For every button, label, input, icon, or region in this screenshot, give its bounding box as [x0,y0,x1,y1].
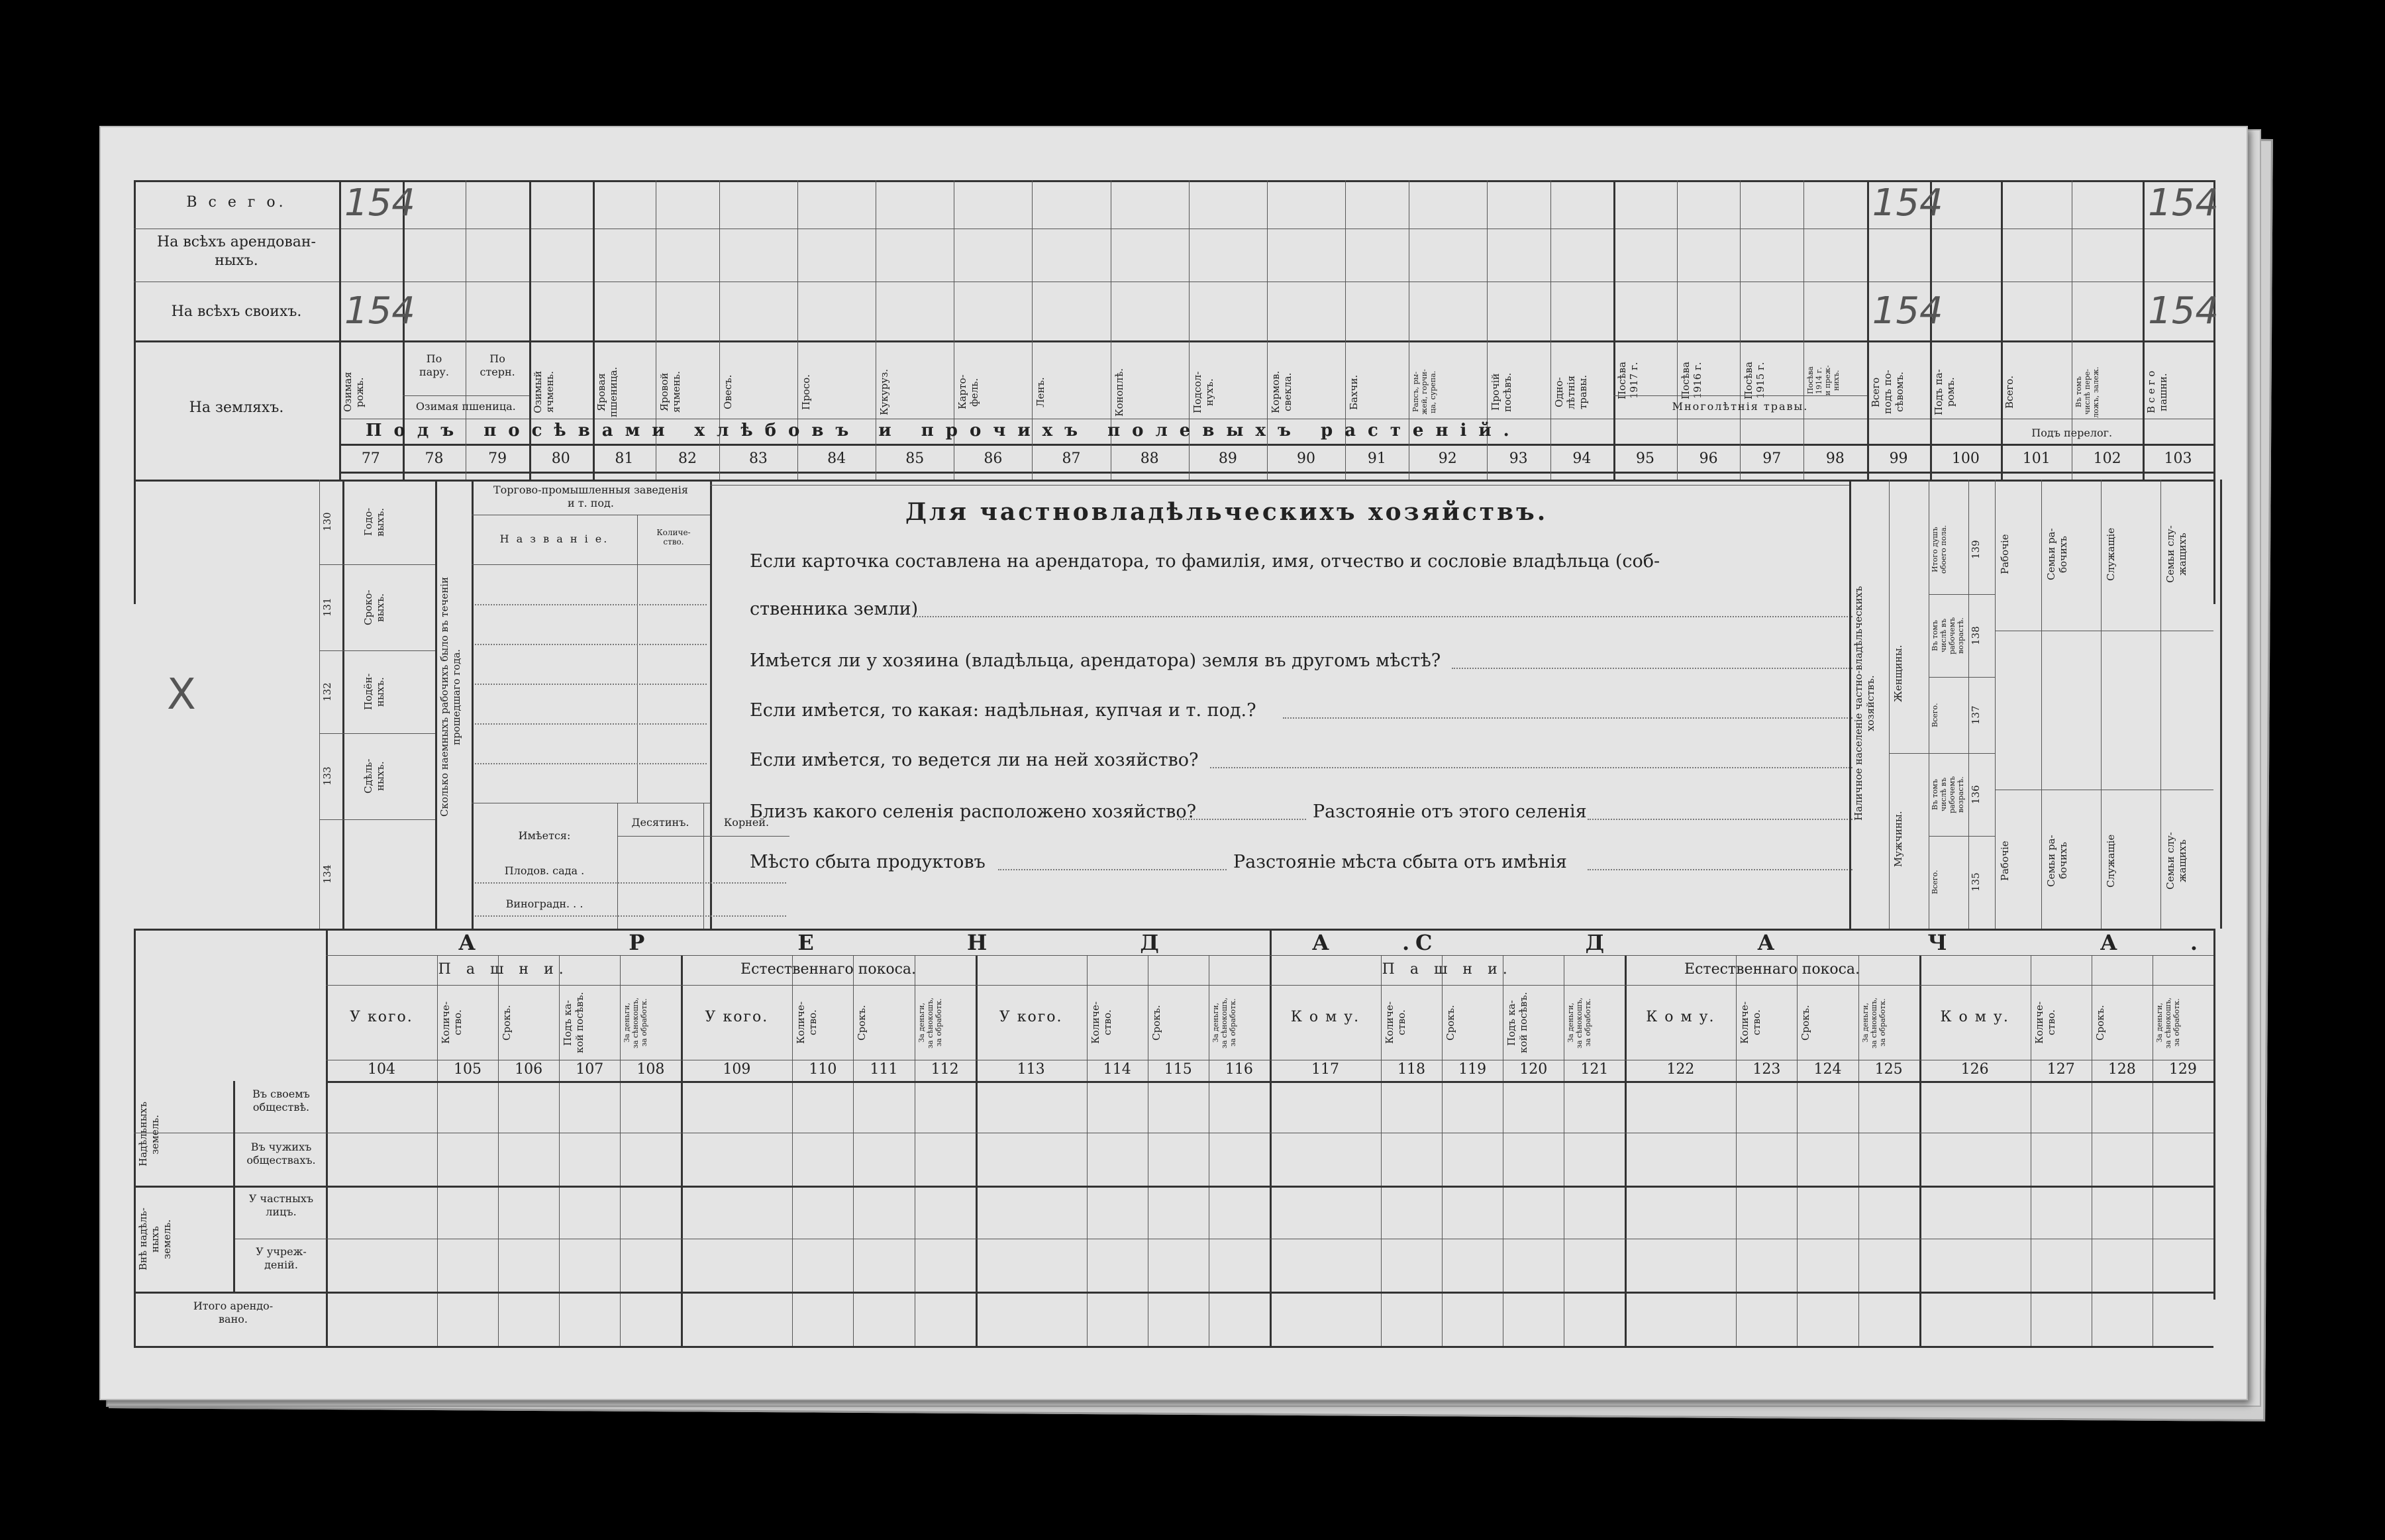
lease-column-number: 128 [2107,1061,2136,1078]
column-number: 89 [1218,450,1237,467]
rule-line [2220,480,2222,929]
rule-line [1929,753,1995,754]
lease-column-header: У кого. [999,1009,1063,1025]
worker-row-number: 133 [321,766,333,786]
worker-row-number: 131 [321,597,333,617]
population-label: Въ томъ числѣ въ рабочемъ возрастѣ. [1931,776,1965,813]
answer-line [1452,668,1852,669]
lease-row-label: У учреж- деній. [256,1245,307,1271]
answer-line [1588,819,1852,820]
rule-line [617,836,789,837]
column-number: 87 [1062,450,1081,467]
population-number: 136 [1970,785,1982,804]
column-number: 96 [1699,450,1718,467]
rule-line [1929,594,1995,595]
handwritten-own-rye: 154 [344,289,415,333]
non-allotment-heading: Внѣ надѣль- ныхъ земель. [137,1207,173,1271]
handwritten-total-arable: 154 [2148,181,2219,225]
lease-row-label: Въ своемъ обществѣ. [252,1088,310,1113]
population-number: 139 [1970,540,1982,559]
rule-line [1858,955,1859,1346]
answer-line [1177,819,1306,820]
rule-line [710,480,712,929]
column-header: Посѣва 1915 г. [1743,362,1767,399]
staff-header-top: Служащіе [2105,527,2117,582]
lease-column-number: 126 [1960,1061,1989,1078]
column-header: По пару. [419,352,449,378]
lease-column-number: 122 [1666,1061,1695,1078]
group-men: Мужчины. [1892,811,1904,868]
column-number: 100 [1951,450,1980,467]
rule-line [472,564,710,565]
band-title: Подъ посѣвами хлѣбовъ и прочихъ полевыхъ растеній. [366,421,1521,440]
rule-line [475,915,786,917]
group-label-winter-wheat: Озимая пшеница. [415,400,516,413]
rule-line [319,564,435,565]
lease-column-number: 112 [931,1061,959,1078]
handwritten-own-arable: 154 [2148,289,2219,333]
rule-line [475,763,707,764]
lease-column-header: Срокъ. [501,1005,513,1041]
lease-column-number: 127 [2047,1061,2075,1078]
lease-column-number: 106 [515,1061,543,1078]
column-header: Яровая пшеница. [595,366,619,418]
has-label: Имѣется: [518,829,571,842]
staff-header-bottom: Семьи слу- жащихъ [2164,832,2188,890]
column-number: 84 [827,450,846,467]
rule-line [437,955,438,1346]
rule-line [617,803,618,929]
worker-row-label: Подён- ныхъ. [362,673,386,711]
column-header: Коноплѣ. [1113,368,1125,417]
lease-column-number: 125 [1874,1061,1903,1078]
column-header: Овесъ. [721,374,734,410]
lease-column-header: Подъ ка- кой посѣвъ. [1505,992,1530,1054]
lease-column-number: 108 [636,1061,665,1078]
lease-column-header: За деньги, за сѣнокошъ, за обработк. [1566,997,1593,1049]
lease-column-number: 123 [1752,1061,1781,1078]
rule-line [326,1081,2213,1083]
question-other-land: Имѣется ли у хозяина (владѣльца, арендатора) земля въ другомъ мѣстѣ? [750,650,1441,671]
column-header: Просо. [800,374,813,410]
rule-line [2101,480,2102,929]
answer-line [1588,869,1852,870]
lease-column-number: 105 [454,1061,482,1078]
column-number: 103 [2164,450,2192,467]
column-number: 82 [678,450,697,467]
question-village-distance: Разстояніе отъ этого селенія [1313,801,1587,822]
allotment-lands-heading: Надѣльныхъ земель. [137,1102,161,1167]
column-header: Яровой ячмень. [658,371,683,413]
rule-line [319,819,435,820]
orchard-label: Плодов. сада . [504,864,585,877]
group-women: Женщины. [1892,644,1904,703]
answer-line [1210,767,1852,768]
rule-line [710,485,1849,486]
lease-column-number: 129 [2168,1061,2197,1078]
column-header: Посѣва 1916 г. [1679,362,1703,399]
lease-column-number: 104 [367,1061,395,1078]
rule-line [233,1081,235,1292]
lease-column-header: Количе- ство. [1089,1001,1113,1045]
row-label-lands: На земляхъ. [189,399,284,416]
column-header: Прочій посѣвъ. [1489,372,1513,412]
answer-line [912,616,1852,617]
handwritten-total-rye: 154 [344,181,415,225]
rule-line [559,955,560,1346]
column-header: Кукуруз. [878,369,891,416]
rule-line [342,480,344,929]
rule-line [2213,180,2215,604]
rule-line [1889,480,1890,929]
column-header: Бахчи. [1348,374,1360,410]
trade-title: Торгово-промышленныя заведенія и т. под. [493,484,688,509]
column-header: Одно- лѣтнія травы. [1552,375,1589,409]
roots-header: Корней. [723,816,770,829]
rule-line [1797,955,1798,1346]
rule-line [326,955,2213,956]
column-number: 98 [1825,450,1845,467]
answer-line [1283,717,1852,719]
population-number: 138 [1970,626,1982,645]
population-label: Итого душъ обоего пола. [1931,525,1948,574]
worker-row-label [362,826,422,922]
worker-row-label: Годо- выхъ. [362,507,386,537]
column-header: Рапсъ, ры- жей, горчи- ца, сурепа. [1411,369,1437,415]
rule-line [620,955,621,1346]
column-header: Посѣва 1917 г. [1616,362,1641,399]
x-mark: X [167,670,196,719]
rule-line [475,882,786,884]
rule-line [853,955,854,1346]
rule-line [475,723,707,725]
sublease-title: С Д А Ч А. [1415,930,2270,955]
lease-column-number: 124 [1813,1061,1842,1078]
column-number: 99 [1889,450,1908,467]
column-header: В с е г о пашни. [2145,370,2170,414]
trade-qty-header: Количе- ство. [656,528,691,546]
lease-column-number: 118 [1397,1061,1425,1078]
group-label-perennial: Многолѣтнія травы. [1672,400,1809,413]
worker-row-number: 132 [321,682,333,701]
lease-column-header: За деньги, за сѣнокошъ, за обработк. [917,997,943,1049]
question-market: Мѣсто сбыта продуктовъ [750,852,986,872]
rule-line [1849,480,1851,929]
rule-line [134,180,136,604]
lease-column-number: 116 [1225,1061,1253,1078]
hired-workers-heading: Сколько наемныхъ рабочихъ было въ теченіи прошедшаго года. [438,576,462,817]
lease-column-number: 109 [723,1061,751,1078]
rule-line [319,733,435,734]
staff-header-bottom: Служащіе [2105,834,2117,888]
staff-header-bottom: Рабочіе [1999,841,2011,881]
lease-column-header: Срокъ. [2094,1005,2106,1041]
staff-header-top: Рабочіе [1999,534,2011,575]
column-header: Карто- фель. [956,374,981,410]
column-number: 91 [1367,450,1386,467]
trade-name-header: Н а з в а н і е. [499,533,609,545]
rule-line [1736,955,1737,1346]
rule-line [1270,929,1272,1346]
rule-line [2143,180,2145,480]
lease-row-label: Въ чужихъ обществахъ. [246,1141,316,1166]
column-number: 78 [425,450,444,467]
question-land-type: Если имѣется, то какая: надѣльная, купчая и т. под.? [750,700,1256,721]
rule-line [2160,480,2161,929]
lease-column-number: 113 [1017,1061,1045,1078]
column-number: 90 [1296,450,1315,467]
column-header: Подъ па- ромъ. [1933,369,1957,415]
rule-line [134,340,2213,342]
lease-column-header: За деньги, за сѣнокошъ, за обработк. [1860,997,1887,1049]
lease-column-header: Количе- ство. [1739,1001,1763,1045]
rule-line [2041,480,2042,929]
vineyard-label: Виноградн. . . [505,898,584,910]
lease-column-header: Срокъ. [1150,1005,1162,1041]
rule-line [475,684,707,685]
lease-column-header: К о м у. [1940,1009,2009,1025]
column-number: 101 [2022,450,2051,467]
column-number: 88 [1140,450,1159,467]
column-header: Всего подъ по- сѣвомъ. [1869,370,1905,415]
column-number: 85 [905,450,925,467]
column-header: Въ томъ числѣ пере- ложъ, залеж. [2074,366,2101,418]
column-number: 83 [748,450,768,467]
rule-line [134,1292,2213,1294]
column-number: 92 [1438,450,1457,467]
lease-column-number: 111 [870,1061,898,1078]
column-number: 80 [551,450,570,467]
lease-column-header: Количе- ство. [439,1001,464,1045]
population-heading: Наличное населеніе частно-владѣльческихъ хозяйствъ. [1852,586,1876,821]
population-number: 135 [1970,872,1982,892]
rule-line [403,395,529,396]
row-label-leased: На всѣхъ арендован- ныхъ. [157,234,316,269]
lease-column-header: У кого. [705,1009,769,1025]
lease-column-header: Количе- ство. [795,1001,819,1045]
lease-column-header: Подъ ка- кой посѣвъ. [562,992,586,1054]
population-label: Всего. [1931,870,1939,895]
group-meadow-lease: Естественнаго покоса. [740,961,917,978]
group-arable-lease: П а ш н и. [438,961,569,978]
rule-line [326,985,2213,986]
dessiatins-header: Десятинъ. [631,816,689,829]
answer-line [998,869,1227,870]
rule-line [1929,836,1995,837]
question-farm-run: Если имѣется, то ведется ли на ней хозяйство? [750,750,1199,770]
lease-column-number: 121 [1580,1061,1609,1078]
worker-row-number: 130 [321,512,333,532]
question-owner: Если карточка составлена на арендатора, то фамилія, имя, отчество и сословіе владѣльца (соб- [750,551,1660,572]
lease-column-header: Количе- ство. [1383,1001,1407,1045]
column-header: Посѣва 1914 г. и преж- нихъ. [1806,365,1841,396]
lease-column-number: 110 [809,1061,837,1078]
lease-column-header: К о м у. [1646,1009,1715,1025]
rule-line [134,929,136,1346]
column-header: Ленъ. [1035,377,1047,407]
rule-line [792,955,793,1346]
group-label-fallow: Подъ перелог. [2031,427,2113,439]
rule-line [319,480,320,929]
worker-row-label: Сдѣль- ныхъ. [362,758,386,794]
column-header: Всего. [2004,376,2016,409]
column-header: По стерн. [480,352,515,378]
rule-line [472,480,474,929]
question-near-village: Близъ какого селенія расположено хозяйство? [750,801,1197,822]
column-number: 94 [1572,450,1592,467]
lease-column-header: Срокъ. [1445,1005,1457,1041]
census-card-page [99,126,2270,1400]
lease-column-number: 119 [1458,1061,1487,1078]
lease-column-header: За деньги, за сѣнокошъ, за обработк. [2155,997,2181,1049]
column-header: Подсол- нухъ. [1191,371,1215,413]
rule-line [134,1346,2213,1348]
row-label-total: В с е г о. [186,194,287,211]
column-header: Озимый ячмень. [531,370,556,414]
staff-header-top: Семьи слу- жащихъ [2164,525,2188,584]
rule-line [134,480,2213,482]
handwritten-own-sown: 154 [1872,289,1943,333]
leased-total-label: Итого арендо- вано. [193,1300,274,1325]
lease-column-number: 114 [1103,1061,1131,1078]
column-number: 77 [361,450,380,467]
rule-line [1381,955,1382,1346]
column-number: 93 [1509,450,1528,467]
lease-column-number: 117 [1311,1061,1339,1078]
staff-header-top: Семьи ра- бочихъ [2045,528,2069,581]
rule-line [1613,395,1867,396]
lease-column-header: За деньги, за сѣнокошъ, за обработк. [623,997,649,1049]
rule-line [1995,480,1996,929]
lease-row-label: У частныхъ лицъ. [248,1192,314,1218]
rule-line [134,1186,2213,1188]
staff-header-bottom: Семьи ра- бочихъ [2045,835,2069,887]
lease-column-header: Срокъ. [1800,1005,1812,1041]
rule-line [339,180,341,480]
column-number: 86 [984,450,1003,467]
column-number: 95 [1635,450,1654,467]
rule-line [703,803,704,929]
rule-line [475,644,707,645]
column-number: 97 [1762,450,1782,467]
lease-column-header: Срокъ. [856,1005,868,1041]
private-farms-title: Для частновладѣльческихъ хозяйствъ. [905,498,1548,526]
rule-line [319,650,435,651]
row-label-own: На всѣхъ своихъ. [171,303,302,320]
rule-line [637,515,638,803]
rule-line [498,955,499,1346]
population-number: 137 [1970,705,1982,725]
handwritten-total-sown: 154 [1872,181,1943,225]
rule-line [1087,955,1088,1346]
group-arable-sub: П а ш н и. [1382,961,1513,978]
rule-line [339,444,2213,446]
column-number: 81 [615,450,634,467]
population-label: Всего. [1931,703,1939,727]
population-label: Въ томъ числѣ въ рабочемъ возрастѣ. [1931,617,1965,654]
group-meadow-sub: Естественнаго покоса. [1684,961,1860,978]
lease-column-number: 107 [576,1061,604,1078]
rule-line [326,929,328,1346]
lease-column-header: Количе- ство. [2033,1001,2057,1045]
worker-row-label: Сроко- выхъ. [362,590,386,625]
rule-line [435,480,437,929]
rule-line [2213,929,2215,1300]
lease-title: А Р Е Н Д А. [458,930,1483,955]
rule-line [1442,955,1443,1346]
column-header: Кормов. свекла. [1269,370,1294,414]
lease-column-number: 115 [1164,1061,1192,1078]
question-owner-cont: ственника земли) [750,599,919,619]
lease-column-header: У кого. [350,1009,413,1025]
lease-column-number: 120 [1519,1061,1548,1078]
lease-column-header: К о м у. [1290,1009,1360,1025]
question-market-distance: Разстояніе мѣста сбыта отъ имѣнія [1233,852,1567,872]
rule-line [1968,480,1969,929]
worker-row-number: 134 [321,864,333,884]
column-header: Озимая рожь. [342,372,366,413]
column-number: 102 [2093,450,2121,467]
rule-line [1929,677,1995,678]
lease-column-header: За деньги, за сѣнокошъ, за обработк. [1211,997,1237,1049]
rule-line [339,472,2213,474]
rule-line [475,604,707,605]
column-number: 79 [488,450,507,467]
